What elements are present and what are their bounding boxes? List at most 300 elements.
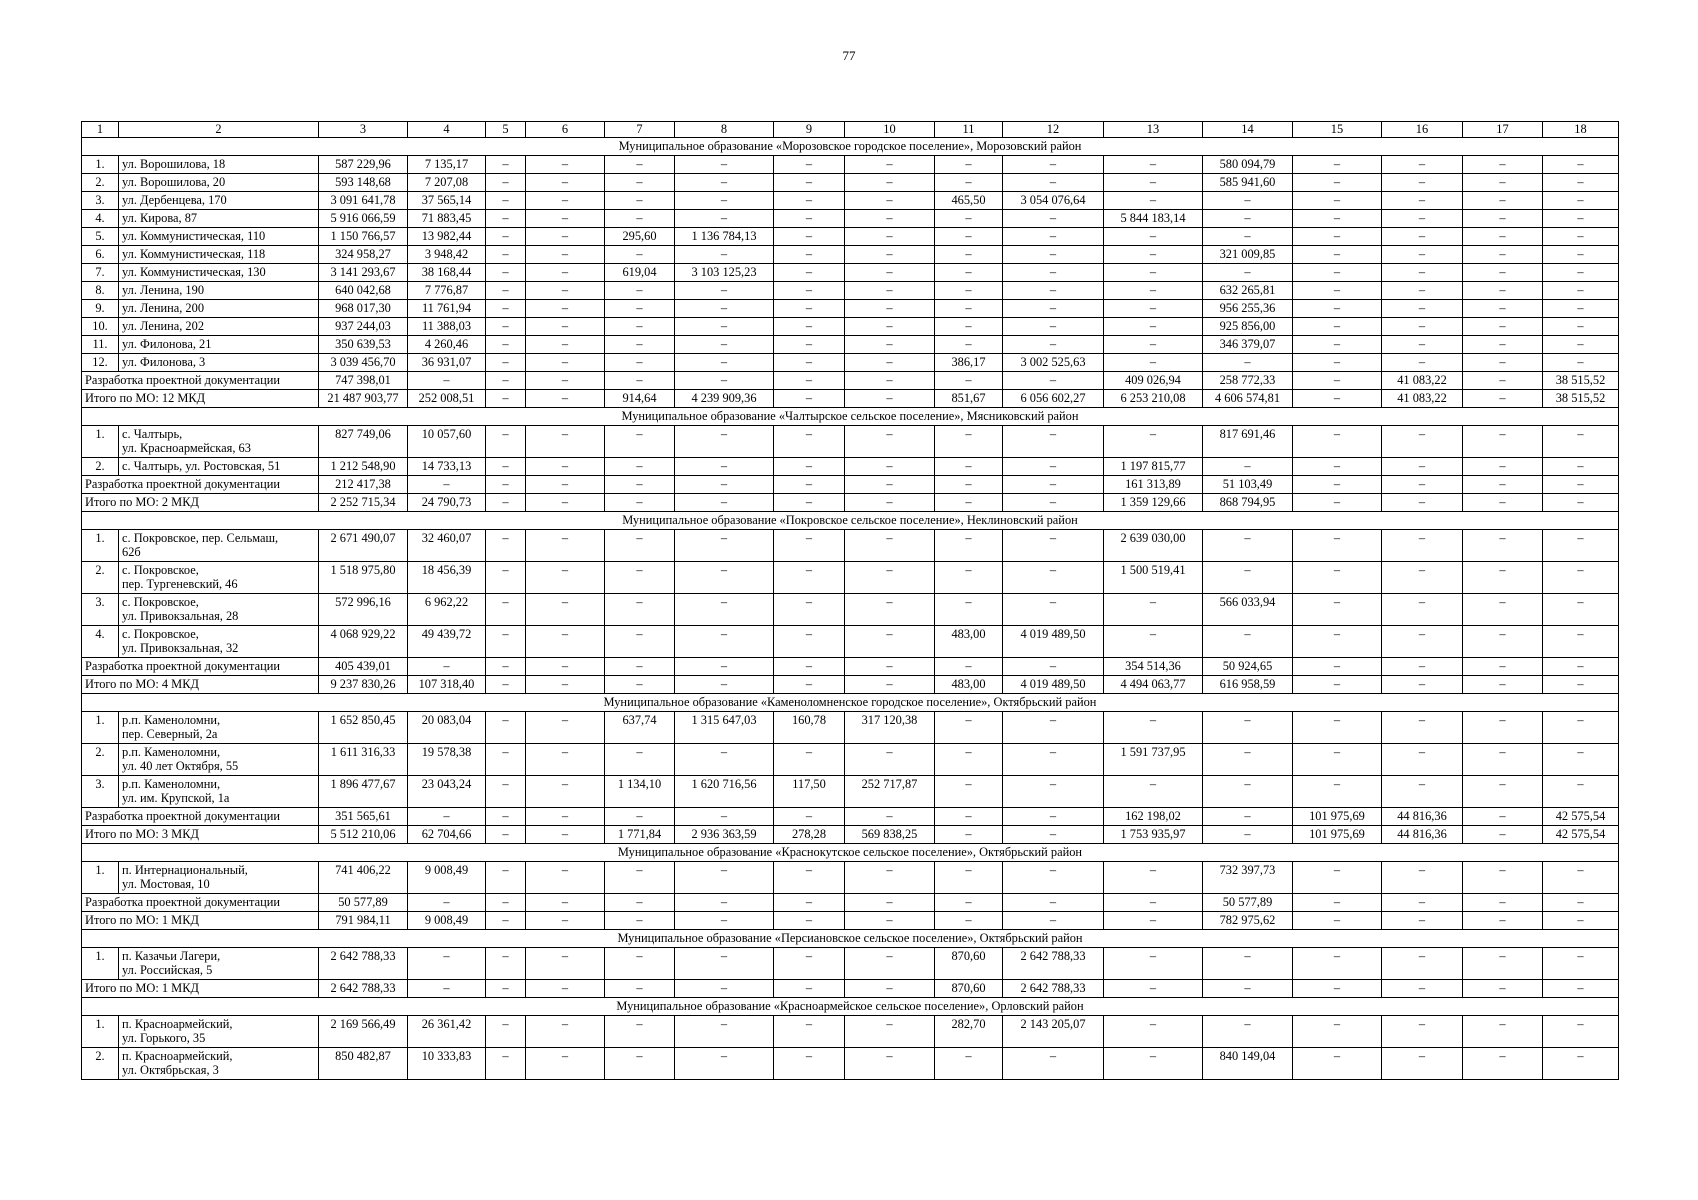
total-label: Разработка проектной документации [82, 808, 319, 826]
value-cell: – [486, 390, 526, 408]
value-cell: – [1293, 336, 1382, 354]
table-row [82, 458, 1619, 476]
value-cell: 9 237 830,26 [319, 676, 408, 694]
value-cell: – [845, 318, 935, 336]
value-cell: – [1463, 948, 1543, 980]
value-cell: – [1104, 776, 1203, 808]
value-cell: – [774, 264, 845, 282]
value-cell: – [1293, 776, 1382, 808]
value-cell: – [1463, 192, 1543, 210]
value-cell: 252 008,51 [408, 390, 486, 408]
value-cell: – [1203, 354, 1293, 372]
value-cell: 1 197 815,77 [1104, 458, 1203, 476]
row-number: 4. [82, 626, 119, 658]
value-cell: – [1382, 562, 1463, 594]
value-cell: – [1003, 318, 1104, 336]
value-cell: – [675, 626, 774, 658]
value-cell: – [935, 210, 1003, 228]
address-cell: с. Чалтырь, ул. Красноармейская, 63 [119, 426, 319, 458]
value-cell: – [408, 808, 486, 826]
row-number: 1. [82, 712, 119, 744]
value-cell: – [774, 862, 845, 894]
value-cell: 1 652 850,45 [319, 712, 408, 744]
value-cell: 1 359 129,66 [1104, 494, 1203, 512]
value-cell: – [845, 210, 935, 228]
section-title: Муниципальное образование «Чалтырское сельское поселение», Мясниковский район [82, 408, 1619, 426]
total-label: Итого по МО: 12 МКД [82, 390, 319, 408]
value-cell: – [1382, 776, 1463, 808]
row-number: 2. [82, 458, 119, 476]
value-cell: – [486, 776, 526, 808]
column-number-cell: 2 [119, 122, 319, 138]
value-cell: – [935, 156, 1003, 174]
value-cell: – [1463, 1048, 1543, 1080]
value-cell: – [774, 808, 845, 826]
row-number: 2. [82, 1048, 119, 1080]
value-cell: – [1543, 562, 1619, 594]
value-cell: 1 315 647,03 [675, 712, 774, 744]
value-cell: 593 148,68 [319, 174, 408, 192]
value-cell: – [1543, 862, 1619, 894]
address-cell: р.п. Каменоломни, пер. Северный, 2а [119, 712, 319, 744]
value-cell: – [1003, 744, 1104, 776]
total-row [82, 476, 1619, 494]
value-cell: – [774, 246, 845, 264]
value-cell: 585 941,60 [1203, 174, 1293, 192]
value-cell: – [526, 912, 605, 930]
value-cell: – [486, 894, 526, 912]
value-cell: – [935, 808, 1003, 826]
value-cell: 7 207,08 [408, 174, 486, 192]
value-cell: – [1543, 980, 1619, 998]
total-row [82, 980, 1619, 998]
table-row [82, 300, 1619, 318]
value-cell: 1 150 766,57 [319, 228, 408, 246]
value-cell: 741 406,22 [319, 862, 408, 894]
value-cell: – [1463, 744, 1543, 776]
value-cell: – [1382, 192, 1463, 210]
address-cell: с. Покровское, ул. Привокзальная, 28 [119, 594, 319, 626]
value-cell: – [1382, 246, 1463, 264]
value-cell: – [774, 562, 845, 594]
value-cell: – [935, 1048, 1003, 1080]
value-cell: – [1463, 372, 1543, 390]
value-cell: – [486, 476, 526, 494]
value-cell: 18 456,39 [408, 562, 486, 594]
value-cell: – [605, 626, 675, 658]
value-cell: – [1104, 426, 1203, 458]
value-cell: 11 388,03 [408, 318, 486, 336]
value-cell: 295,60 [605, 228, 675, 246]
value-cell: – [675, 894, 774, 912]
value-cell: – [1293, 354, 1382, 372]
value-cell: – [1543, 912, 1619, 930]
value-cell: 2 642 788,33 [319, 948, 408, 980]
value-cell: 4 068 929,22 [319, 626, 408, 658]
value-cell: – [1293, 476, 1382, 494]
value-cell: – [1003, 426, 1104, 458]
value-cell: 3 948,42 [408, 246, 486, 264]
value-cell: – [675, 318, 774, 336]
value-cell: – [1382, 712, 1463, 744]
section-row [82, 138, 1619, 156]
value-cell: – [1003, 862, 1104, 894]
value-cell: – [1104, 894, 1203, 912]
value-cell: – [845, 174, 935, 192]
value-cell: – [1382, 318, 1463, 336]
value-cell: – [675, 458, 774, 476]
value-cell: – [1382, 426, 1463, 458]
value-cell: – [526, 776, 605, 808]
value-cell: – [1463, 282, 1543, 300]
value-cell: – [1382, 744, 1463, 776]
value-cell: – [1293, 562, 1382, 594]
value-cell: – [1293, 948, 1382, 980]
value-cell: – [605, 912, 675, 930]
value-cell: – [1543, 594, 1619, 626]
value-cell: – [1003, 372, 1104, 390]
table-row [82, 594, 1619, 626]
value-cell: – [1293, 1048, 1382, 1080]
value-cell: – [845, 862, 935, 894]
value-cell: – [1104, 246, 1203, 264]
table-row [82, 246, 1619, 264]
value-cell: 870,60 [935, 948, 1003, 980]
value-cell: 914,64 [605, 390, 675, 408]
value-cell: 868 794,95 [1203, 494, 1293, 512]
value-cell: – [935, 228, 1003, 246]
value-cell: – [486, 1048, 526, 1080]
value-cell: – [1293, 210, 1382, 228]
value-cell: – [526, 1016, 605, 1048]
value-cell: – [935, 530, 1003, 562]
value-cell: – [1293, 318, 1382, 336]
value-cell: – [1003, 594, 1104, 626]
value-cell: – [774, 318, 845, 336]
value-cell: 50 577,89 [1203, 894, 1293, 912]
value-cell: 252 717,87 [845, 776, 935, 808]
value-cell: – [486, 210, 526, 228]
value-cell: – [486, 980, 526, 998]
address-cell: ул. Коммунистическая, 118 [119, 246, 319, 264]
value-cell: – [1543, 658, 1619, 676]
value-cell: – [605, 476, 675, 494]
value-cell: – [526, 476, 605, 494]
value-cell: 405 439,01 [319, 658, 408, 676]
value-cell: – [408, 372, 486, 390]
value-cell: – [675, 808, 774, 826]
value-cell: – [1543, 228, 1619, 246]
value-cell: – [774, 1016, 845, 1048]
value-cell: – [526, 210, 605, 228]
value-cell: – [774, 300, 845, 318]
value-cell: – [1463, 658, 1543, 676]
value-cell: – [675, 282, 774, 300]
value-cell: – [486, 264, 526, 282]
value-cell: 386,17 [935, 354, 1003, 372]
value-cell: – [675, 744, 774, 776]
value-cell: – [1293, 426, 1382, 458]
column-number-cell: 3 [319, 122, 408, 138]
value-cell: – [486, 156, 526, 174]
value-cell: – [526, 282, 605, 300]
value-cell: 5 844 183,14 [1104, 210, 1203, 228]
value-cell: – [1543, 318, 1619, 336]
value-cell: – [774, 594, 845, 626]
table-row [82, 626, 1619, 658]
value-cell: – [675, 562, 774, 594]
value-cell: – [1003, 156, 1104, 174]
value-cell: 851,67 [935, 390, 1003, 408]
value-cell: 19 578,38 [408, 744, 486, 776]
value-cell: – [1003, 562, 1104, 594]
value-cell: – [486, 372, 526, 390]
table-row [82, 264, 1619, 282]
value-cell: – [605, 282, 675, 300]
value-cell: – [1003, 530, 1104, 562]
value-cell: – [1463, 228, 1543, 246]
value-cell: – [774, 210, 845, 228]
column-number-cell: 8 [675, 122, 774, 138]
value-cell: – [408, 894, 486, 912]
value-cell: – [1104, 318, 1203, 336]
value-cell: – [845, 808, 935, 826]
value-cell: – [935, 712, 1003, 744]
value-cell: 49 439,72 [408, 626, 486, 658]
value-cell: – [845, 658, 935, 676]
section-title: Муниципальное образование «Морозовское городское поселение», Морозовский район [82, 138, 1619, 156]
value-cell: 6 962,22 [408, 594, 486, 626]
value-cell: – [1293, 658, 1382, 676]
value-cell: – [526, 594, 605, 626]
value-cell: – [1463, 156, 1543, 174]
value-cell: – [774, 744, 845, 776]
value-cell: 5 916 066,59 [319, 210, 408, 228]
value-cell: – [1293, 390, 1382, 408]
value-cell: – [845, 192, 935, 210]
value-cell: – [935, 458, 1003, 476]
value-cell: 2 639 030,00 [1104, 530, 1203, 562]
value-cell: – [1382, 300, 1463, 318]
value-cell: 1 136 784,13 [675, 228, 774, 246]
value-cell: – [1543, 264, 1619, 282]
value-cell: – [526, 1048, 605, 1080]
row-number: 6. [82, 246, 119, 264]
value-cell: – [1543, 744, 1619, 776]
total-label: Итого по МО: 2 МКД [82, 494, 319, 512]
value-cell: – [935, 300, 1003, 318]
value-cell: – [675, 210, 774, 228]
value-cell: – [605, 192, 675, 210]
value-cell: – [845, 156, 935, 174]
value-cell: 465,50 [935, 192, 1003, 210]
row-number: 10. [82, 318, 119, 336]
total-row [82, 372, 1619, 390]
column-number-cell: 9 [774, 122, 845, 138]
row-number: 11. [82, 336, 119, 354]
value-cell: – [605, 658, 675, 676]
column-number-cell: 18 [1543, 122, 1619, 138]
table-row [82, 210, 1619, 228]
address-cell: с. Чалтырь, ул. Ростовская, 51 [119, 458, 319, 476]
value-cell: – [1543, 210, 1619, 228]
value-cell: 282,70 [935, 1016, 1003, 1048]
value-cell: 619,04 [605, 264, 675, 282]
value-cell: 9 008,49 [408, 912, 486, 930]
value-cell: – [1104, 626, 1203, 658]
value-cell: – [675, 948, 774, 980]
value-cell: 5 512 210,06 [319, 826, 408, 844]
value-cell: 23 043,24 [408, 776, 486, 808]
total-row [82, 494, 1619, 512]
value-cell: 71 883,45 [408, 210, 486, 228]
total-label: Итого по МО: 1 МКД [82, 980, 319, 998]
value-cell: – [935, 426, 1003, 458]
value-cell: – [1203, 948, 1293, 980]
value-cell: 7 776,87 [408, 282, 486, 300]
value-cell: – [1003, 808, 1104, 826]
value-cell: – [1293, 594, 1382, 626]
value-cell: – [675, 494, 774, 512]
value-cell: 968 017,30 [319, 300, 408, 318]
value-cell: 321 009,85 [1203, 246, 1293, 264]
value-cell: – [486, 862, 526, 894]
value-cell: – [774, 228, 845, 246]
value-cell: – [1543, 776, 1619, 808]
table-row [82, 174, 1619, 192]
value-cell: – [1104, 1048, 1203, 1080]
value-cell: – [1543, 174, 1619, 192]
value-cell: 1 771,84 [605, 826, 675, 844]
row-number: 7. [82, 264, 119, 282]
value-cell: – [1463, 458, 1543, 476]
value-cell: 20 083,04 [408, 712, 486, 744]
value-cell: – [1463, 174, 1543, 192]
value-cell: 587 229,96 [319, 156, 408, 174]
row-number: 5. [82, 228, 119, 246]
value-cell: – [526, 372, 605, 390]
value-cell: – [1003, 282, 1104, 300]
value-cell: – [1203, 264, 1293, 282]
value-cell: – [1104, 264, 1203, 282]
value-cell: – [526, 744, 605, 776]
value-cell: – [1203, 826, 1293, 844]
value-cell: 2 671 490,07 [319, 530, 408, 562]
value-cell: – [605, 156, 675, 174]
value-cell: 1 620 716,56 [675, 776, 774, 808]
value-cell: – [1543, 626, 1619, 658]
value-cell: 324 958,27 [319, 246, 408, 264]
value-cell: – [526, 712, 605, 744]
value-cell: 2 642 788,33 [319, 980, 408, 998]
value-cell: – [408, 980, 486, 998]
value-cell: – [774, 426, 845, 458]
value-cell: 36 931,07 [408, 354, 486, 372]
value-cell: – [1293, 372, 1382, 390]
value-cell: – [1293, 192, 1382, 210]
table-row [82, 336, 1619, 354]
value-cell: – [1003, 458, 1104, 476]
value-cell: – [935, 494, 1003, 512]
value-cell: – [1463, 246, 1543, 264]
address-cell: п. Казачьи Лагери, ул. Российская, 5 [119, 948, 319, 980]
value-cell: 870,60 [935, 980, 1003, 998]
value-cell: – [1293, 174, 1382, 192]
table-row [82, 862, 1619, 894]
table-row [82, 192, 1619, 210]
value-cell: – [1003, 826, 1104, 844]
value-cell: – [1293, 246, 1382, 264]
value-cell: 212 417,38 [319, 476, 408, 494]
value-cell: – [1003, 228, 1104, 246]
address-cell: ул. Ленина, 190 [119, 282, 319, 300]
total-label: Итого по МО: 3 МКД [82, 826, 319, 844]
value-cell: – [1203, 210, 1293, 228]
row-number: 1. [82, 156, 119, 174]
value-cell: – [774, 174, 845, 192]
value-cell: 483,00 [935, 626, 1003, 658]
value-cell: – [1203, 626, 1293, 658]
value-cell: 1 896 477,67 [319, 776, 408, 808]
table-row [82, 354, 1619, 372]
address-cell: с. Покровское, пер. Сельмаш, 62б [119, 530, 319, 562]
value-cell: – [1382, 264, 1463, 282]
value-cell: – [1293, 530, 1382, 562]
value-cell: – [526, 948, 605, 980]
value-cell: – [526, 562, 605, 594]
value-cell: 117,50 [774, 776, 845, 808]
value-cell: – [774, 894, 845, 912]
value-cell: – [1293, 458, 1382, 476]
table-row [82, 426, 1619, 458]
value-cell: – [774, 494, 845, 512]
value-cell: – [1463, 426, 1543, 458]
value-cell: – [486, 228, 526, 246]
address-cell: п. Красноармейский, ул. Октябрьская, 3 [119, 1048, 319, 1080]
value-cell: – [605, 318, 675, 336]
column-number-cell: 6 [526, 122, 605, 138]
column-number-cell: 7 [605, 122, 675, 138]
value-cell: – [935, 562, 1003, 594]
value-cell: 62 704,66 [408, 826, 486, 844]
value-cell: 37 565,14 [408, 192, 486, 210]
row-number: 9. [82, 300, 119, 318]
value-cell: – [1003, 476, 1104, 494]
value-cell: – [486, 426, 526, 458]
column-number-cell: 13 [1104, 122, 1203, 138]
value-cell: – [1003, 494, 1104, 512]
value-cell: – [935, 372, 1003, 390]
total-row [82, 658, 1619, 676]
value-cell: – [408, 948, 486, 980]
value-cell: 11 761,94 [408, 300, 486, 318]
value-cell: – [935, 744, 1003, 776]
address-cell: с. Покровское, ул. Привокзальная, 32 [119, 626, 319, 658]
value-cell: 1 134,10 [605, 776, 675, 808]
value-cell: 4 019 489,50 [1003, 626, 1104, 658]
row-number: 3. [82, 192, 119, 210]
value-cell: 1 611 316,33 [319, 744, 408, 776]
value-cell: – [605, 300, 675, 318]
value-cell: 925 856,00 [1203, 318, 1293, 336]
value-cell: – [845, 372, 935, 390]
value-cell: – [1203, 458, 1293, 476]
table-row [82, 282, 1619, 300]
table-row [82, 1048, 1619, 1080]
value-cell: – [526, 156, 605, 174]
value-cell: – [774, 476, 845, 494]
value-cell: – [1293, 264, 1382, 282]
